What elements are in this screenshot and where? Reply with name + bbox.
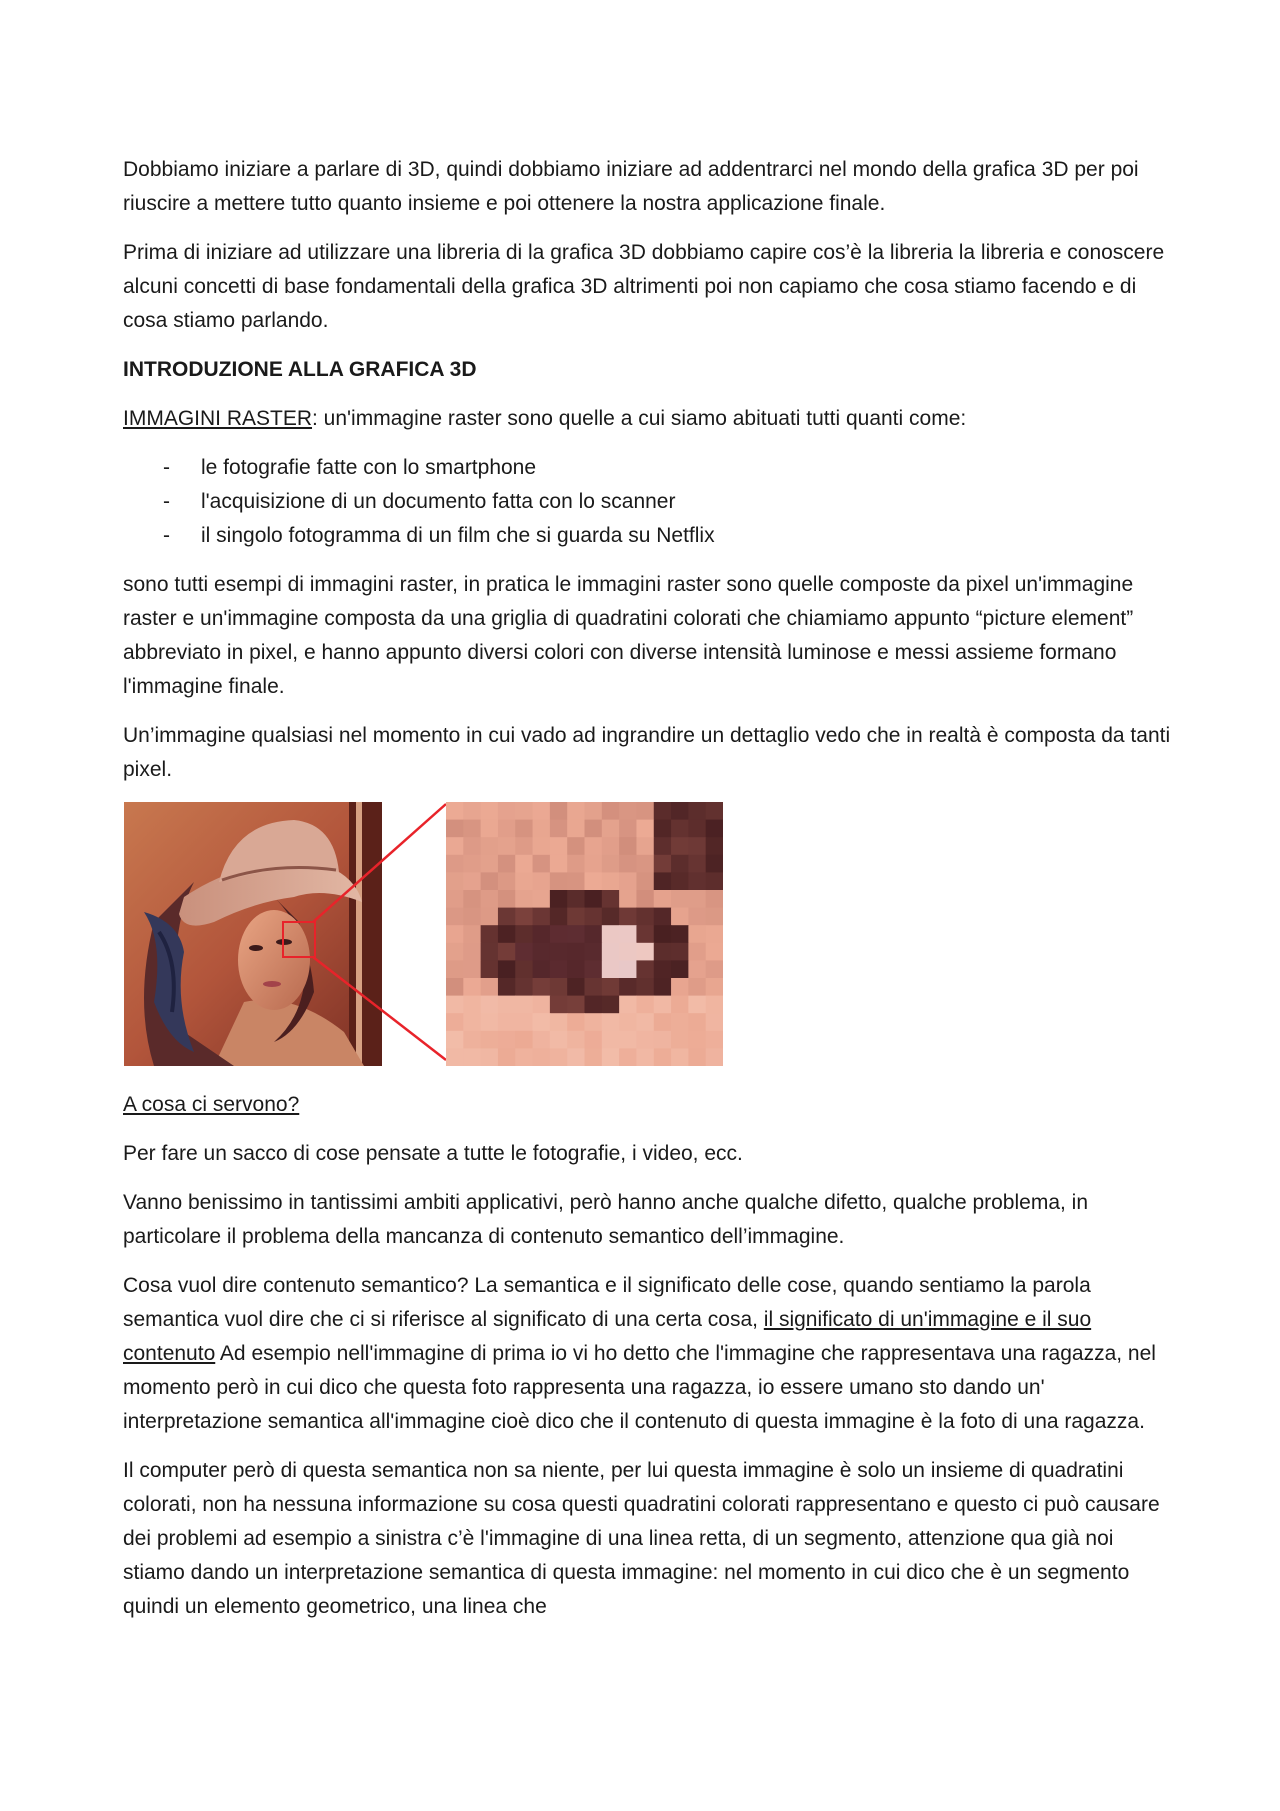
pixel-cell: [533, 1013, 551, 1031]
bullet-dash: -: [163, 524, 170, 547]
pixel-cell: [602, 890, 620, 908]
pixel-cell: [446, 837, 464, 855]
pixel-cell: [498, 1031, 516, 1049]
document-page: [123, 153, 1173, 1639]
pixel-cell: [533, 1031, 551, 1049]
bullet-dash: -: [163, 490, 170, 513]
pixel-cell: [654, 1048, 672, 1066]
pixel-cell: [498, 960, 516, 978]
pixel-cell: [688, 855, 706, 873]
paragraph-raster-intro: [123, 402, 1173, 436]
bullet-dash: -: [163, 456, 170, 479]
raster-label: IMMAGINI RASTER: [123, 407, 313, 430]
pixel-cell: [619, 960, 637, 978]
pixel-cell: [585, 960, 603, 978]
list-item-text: le fotografie fatte con lo smartphone: [201, 456, 537, 479]
pixel-cell: [515, 943, 533, 961]
pixel-cell: [706, 943, 723, 961]
pixel-cell: [585, 943, 603, 961]
pixel-cell: [602, 855, 620, 873]
pixel-cell: [533, 996, 551, 1014]
pixel-cell: [567, 837, 585, 855]
pixel-cell: [515, 1031, 533, 1049]
pixel-cell: [602, 996, 620, 1014]
pixel-cell: [481, 943, 499, 961]
pixel-cell: [671, 978, 689, 996]
paragraph-uses: Per fare un sacco di cose pensate a tutte le fotografie, i video, ecc.: [123, 1142, 743, 1165]
pixel-cell: [636, 1013, 654, 1031]
pixel-cell: [515, 890, 533, 908]
pixel-cell: [515, 802, 533, 820]
pixel-cell: [688, 908, 706, 926]
pixel-cell: [550, 837, 568, 855]
pixel-cell: [498, 872, 516, 890]
pixel-cell: [619, 802, 637, 820]
list-item-text: l'acquisizione di un documento fatta con lo scanner: [201, 490, 676, 513]
pixel-cell: [654, 978, 672, 996]
semantics-underlined: il significato di un'immagine e il suo contenuto: [123, 1308, 1092, 1365]
pixel-cell: [602, 837, 620, 855]
pixel-cell: [619, 1048, 637, 1066]
pixel-cell: [567, 802, 585, 820]
pixel-cell: [567, 890, 585, 908]
pixel-cell: [671, 837, 689, 855]
pixel-cell: [533, 837, 551, 855]
pixel-cell: [602, 1048, 620, 1066]
pixel-cell: [481, 890, 499, 908]
pixel-cell: [706, 996, 723, 1014]
pixel-cell: [654, 996, 672, 1014]
pixelated-eye-zoom: [446, 802, 723, 1066]
pixel-cell: [585, 802, 603, 820]
paragraph-intro: Dobbiamo iniziare a parlare di 3D, quindi dobbiamo iniziare ad addentrarci nel mondo della grafica 3D per poi riuscire a mettere tutto quanto insieme e poi ottenere la nostra applicazione finale.: [123, 158, 1139, 215]
pixel-cell: [567, 978, 585, 996]
pixel-cell: [585, 1013, 603, 1031]
pixel-cell: [498, 925, 516, 943]
pixel-cell: [567, 943, 585, 961]
pixel-cell: [446, 943, 464, 961]
pixel-cell: [671, 943, 689, 961]
pixel-cell: [636, 943, 654, 961]
pixel-cell: [706, 908, 723, 926]
pixel-cell: [671, 820, 689, 838]
pixel-cell: [550, 978, 568, 996]
pixel-cell: [481, 872, 499, 890]
pixel-cell: [636, 872, 654, 890]
pixel-cell: [706, 872, 723, 890]
pixel-cell: [481, 978, 499, 996]
pixel-cell: [567, 996, 585, 1014]
pixel-cell: [706, 978, 723, 996]
pixel-cell: [619, 925, 637, 943]
pixel-cell: [636, 978, 654, 996]
pixel-cell: [533, 872, 551, 890]
pixel-cell: [636, 925, 654, 943]
pixel-cell: [533, 820, 551, 838]
pixel-cell: [636, 996, 654, 1014]
pixel-cell: [585, 996, 603, 1014]
pixel-cell: [498, 943, 516, 961]
pixel-cell: [654, 890, 672, 908]
pixel-cell: [706, 925, 723, 943]
pixel-cell: [688, 996, 706, 1014]
list-item: [163, 519, 1173, 553]
pixel-cell: [585, 872, 603, 890]
pixel-cell: [498, 890, 516, 908]
pixel-cell: [602, 1013, 620, 1031]
pixel-cell: [602, 820, 620, 838]
pixel-cell: [550, 855, 568, 873]
pixel-cell: [619, 908, 637, 926]
pixel-cell: [463, 820, 481, 838]
pixel-cell: [550, 872, 568, 890]
pixel-cell: [706, 890, 723, 908]
pixel-cell: [550, 996, 568, 1014]
pixel-cell: [706, 1031, 723, 1049]
pixel-cell: [463, 837, 481, 855]
pixel-cell: [533, 978, 551, 996]
pixel-cell: [688, 943, 706, 961]
section-heading: INTRODUZIONE ALLA GRAFICA 3D: [123, 358, 477, 381]
pixel-cell: [463, 978, 481, 996]
pixel-cell: [463, 996, 481, 1014]
pixel-cell: [481, 908, 499, 926]
pixel-cell: [481, 1013, 499, 1031]
pixel-cell: [688, 890, 706, 908]
pixel-cell: [602, 908, 620, 926]
pixel-cell: [550, 960, 568, 978]
pixel-cell: [550, 1013, 568, 1031]
pixel-cell: [654, 1031, 672, 1049]
pixel-cell: [706, 820, 723, 838]
pixel-cell: [515, 855, 533, 873]
pixel-cell: [619, 837, 637, 855]
pixel-cell: [515, 872, 533, 890]
pixel-cell: [567, 820, 585, 838]
pixel-cell: [481, 1048, 499, 1066]
pixel-cell: [706, 1048, 723, 1066]
pixel-cell: [533, 802, 551, 820]
pixel-cell: [602, 943, 620, 961]
pixel-cell: [463, 802, 481, 820]
pixel-cell: [533, 908, 551, 926]
semantics-text-end: Ad esempio nell'immagine di prima io vi ho detto che l'immagine che rappresentava una ragazza, nel momento però in cui dico che questa foto rappresenta una ragazza, io essere umano sto dando un' interpretazione semantica all'immagine cioè dico che il contenuto di questa immagine è la foto di una ragazza.: [123, 1342, 1156, 1433]
pixel-cell: [671, 802, 689, 820]
pixel-cell: [706, 802, 723, 820]
pixel-cell: [446, 960, 464, 978]
pixel-cell: [567, 908, 585, 926]
raster-zoom-figure: [123, 802, 723, 1066]
pixel-cell: [688, 872, 706, 890]
pixel-cell: [636, 802, 654, 820]
portrait-photo: [124, 802, 382, 1066]
pixel-cell: [533, 925, 551, 943]
pixel-cell: [585, 890, 603, 908]
pixel-cell: [515, 1013, 533, 1031]
list-item-text: il singolo fotogramma di un film che si guarda su Netflix: [201, 524, 715, 547]
pixel-cell: [636, 960, 654, 978]
pixel-cell: [671, 1013, 689, 1031]
pixel-cell: [463, 1031, 481, 1049]
pixel-cell: [602, 1031, 620, 1049]
pixel-cell: [636, 890, 654, 908]
pixel-cell: [654, 802, 672, 820]
pixel-cell: [481, 925, 499, 943]
pixel-cell: [654, 908, 672, 926]
pixel-cell: [619, 996, 637, 1014]
pixel-cell: [585, 1048, 603, 1066]
pixel-cell: [515, 925, 533, 943]
pixel-cell: [498, 908, 516, 926]
pixel-cell: [463, 1048, 481, 1066]
pixel-cell: [515, 820, 533, 838]
pixel-cell: [533, 890, 551, 908]
pixel-cell: [688, 837, 706, 855]
pixel-cell: [706, 960, 723, 978]
pixel-cell: [619, 855, 637, 873]
pixel-cell: [446, 855, 464, 873]
pixel-cell: [550, 820, 568, 838]
pixel-cell: [567, 1048, 585, 1066]
pixel-cell: [481, 960, 499, 978]
pixel-cell: [654, 872, 672, 890]
pixel-cell: [585, 978, 603, 996]
pixel-cell: [446, 1013, 464, 1031]
pixel-cell: [567, 1013, 585, 1031]
pixel-cell: [515, 837, 533, 855]
pixel-cell: [619, 890, 637, 908]
pixel-cell: [671, 908, 689, 926]
pixel-cell: [636, 820, 654, 838]
pixel-cell: [671, 855, 689, 873]
paragraph-defects: Vanno benissimo in tantissimi ambiti applicativi, però hanno anche qualche difetto, qualche problema, in particolare il problema della mancanza di contenuto semantico dell’immagine.: [123, 1191, 1089, 1248]
pixel-cell: [585, 855, 603, 873]
pixel-cell: [498, 837, 516, 855]
pixel-cell: [463, 872, 481, 890]
pixel-cell: [602, 802, 620, 820]
pixel-cell: [688, 1031, 706, 1049]
pixel-cell: [515, 996, 533, 1014]
pixel-cell: [498, 855, 516, 873]
pixel-cell: [446, 925, 464, 943]
pixel-cell: [585, 837, 603, 855]
pixel-cell: [498, 820, 516, 838]
pixel-cell: [463, 890, 481, 908]
pixel-cell: [671, 996, 689, 1014]
pixel-cell: [463, 925, 481, 943]
pixel-cell: [446, 1048, 464, 1066]
pixel-cell: [463, 960, 481, 978]
pixel-cell: [463, 1013, 481, 1031]
pixel-cell: [671, 925, 689, 943]
pixel-cell: [446, 820, 464, 838]
pixel-cell: [533, 1048, 551, 1066]
pixel-cell: [619, 1031, 637, 1049]
pixel-cell: [550, 802, 568, 820]
pixel-cell: [550, 1048, 568, 1066]
paragraph-computer: Il computer però di questa semantica non sa niente, per lui questa immagine è solo un insieme di quadratini colorati, non ha nessuna informazione su cosa questi quadratini colorati rappresentano e questo ci può causare dei problemi ad esempio a sinistra c’è l'immagine di una linea retta, di un segmento, attenzione qua già noi stiamo dando un interpretazione semantica di questa immagine: nel momento in cui dico che è un segmento quindi un elemento geometrico, una linea che: [123, 1459, 1160, 1618]
pixel-cell: [550, 1031, 568, 1049]
examples-list: [123, 451, 1173, 553]
pixel-cell: [602, 872, 620, 890]
pixel-cell: [550, 925, 568, 943]
pixel-cell: [671, 960, 689, 978]
pixel-cell: [671, 1048, 689, 1066]
pixel-cell: [654, 820, 672, 838]
pixel-cell: [481, 820, 499, 838]
pixel-cell: [498, 1048, 516, 1066]
pixel-cell: [671, 890, 689, 908]
pixel-cell: [688, 978, 706, 996]
semantics-text-start: Cosa vuol dire contenuto semantico? La semantica e il significato delle cose, quando sentiamo la parola semantica vuol dire che ci si riferisce al significato di una certa cosa,: [123, 1274, 1091, 1331]
pixel-cell: [654, 837, 672, 855]
pixel-cell: [602, 960, 620, 978]
pixel-cell: [533, 943, 551, 961]
pixel-cell: [515, 960, 533, 978]
list-item: [163, 451, 1173, 485]
pixel-cell: [446, 908, 464, 926]
pixel-cell: [567, 1031, 585, 1049]
question-heading: A cosa ci servono?: [123, 1093, 300, 1116]
pixel-cell: [706, 855, 723, 873]
paragraph-library: Prima di iniziare ad utilizzare una libreria di la grafica 3D dobbiamo capire cos’è la libreria la libreria e conoscere alcuni concetti di base fondamentali della grafica 3D altrimenti poi non capiamo che cosa stiamo facendo e di cosa stiamo parlando.: [123, 241, 1165, 332]
paragraph-raster-definition: sono tutti esempi di immagini raster, in pratica le immagini raster sono quelle composte da pixel un'immagine raster e un'immagine composta da una griglia di quadratini colorati che chiamiamo appunto “picture element” abbreviato in pixel, e hanno appunto diversi colori con diverse intensità luminose e messi assieme formano l'immagine finale.: [123, 573, 1134, 698]
pixel-cell: [688, 1048, 706, 1066]
pixel-cell: [688, 820, 706, 838]
pixel-cell: [636, 837, 654, 855]
pixel-cell: [636, 1048, 654, 1066]
pixel-cell: [636, 1031, 654, 1049]
pixel-cell: [654, 855, 672, 873]
pixel-cell: [515, 978, 533, 996]
pixel-cell: [567, 855, 585, 873]
pixel-cell: [515, 908, 533, 926]
raster-text: : un'immagine raster sono quelle a cui siamo abituati tutti quanti come:: [312, 407, 967, 430]
pixel-cell: [654, 943, 672, 961]
pixel-cell: [619, 872, 637, 890]
pixel-cell: [706, 1013, 723, 1031]
pixel-cell: [567, 872, 585, 890]
pixel-cell: [446, 1031, 464, 1049]
pixel-cell: [619, 943, 637, 961]
pixel-cell: [463, 855, 481, 873]
pixel-cell: [446, 890, 464, 908]
pixel-cell: [446, 996, 464, 1014]
list-item: [163, 485, 1173, 519]
pixel-cell: [654, 1013, 672, 1031]
pixel-cell: [550, 943, 568, 961]
pixel-cell: [636, 855, 654, 873]
pixel-cell: [671, 1031, 689, 1049]
pixel-cell: [567, 960, 585, 978]
pixel-cell: [481, 1031, 499, 1049]
pixel-cell: [463, 943, 481, 961]
pixel-cell: [550, 890, 568, 908]
pixel-cell: [446, 978, 464, 996]
pixel-cell: [688, 960, 706, 978]
pixel-cell: [688, 1013, 706, 1031]
pixel-cell: [671, 872, 689, 890]
pixel-cell: [585, 820, 603, 838]
pixel-cell: [498, 802, 516, 820]
pixel-cell: [498, 978, 516, 996]
pixel-cell: [533, 960, 551, 978]
pixel-cell: [619, 1013, 637, 1031]
pixel-cell: [706, 837, 723, 855]
pixel-cell: [550, 908, 568, 926]
pixel-cell: [567, 925, 585, 943]
pixel-cell: [688, 802, 706, 820]
pixel-cell: [602, 978, 620, 996]
pixel-cell: [481, 996, 499, 1014]
pixel-cell: [446, 872, 464, 890]
pixel-cell: [619, 820, 637, 838]
pixel-cell: [481, 855, 499, 873]
pixel-cell: [515, 1048, 533, 1066]
pixel-cell: [585, 925, 603, 943]
pixel-cell: [619, 978, 637, 996]
pixel-cell: [585, 908, 603, 926]
pixel-cell: [636, 908, 654, 926]
pixel-cell: [602, 925, 620, 943]
pixel-cell: [446, 802, 464, 820]
pixel-cell: [688, 925, 706, 943]
pixel-cell: [498, 1013, 516, 1031]
pixel-cell: [498, 996, 516, 1014]
pixel-cell: [654, 925, 672, 943]
paragraph-semantics: [123, 1269, 1173, 1439]
pixel-cell: [481, 837, 499, 855]
paragraph-zoom: Un’immagine qualsiasi nel momento in cui vado ad ingrandire un dettaglio vedo che in realtà è composta da tanti pixel.: [123, 724, 1171, 781]
pixel-cell: [654, 960, 672, 978]
pixel-cell: [533, 855, 551, 873]
pixel-cell: [481, 802, 499, 820]
pixel-cell: [463, 908, 481, 926]
pixel-cell: [585, 1031, 603, 1049]
